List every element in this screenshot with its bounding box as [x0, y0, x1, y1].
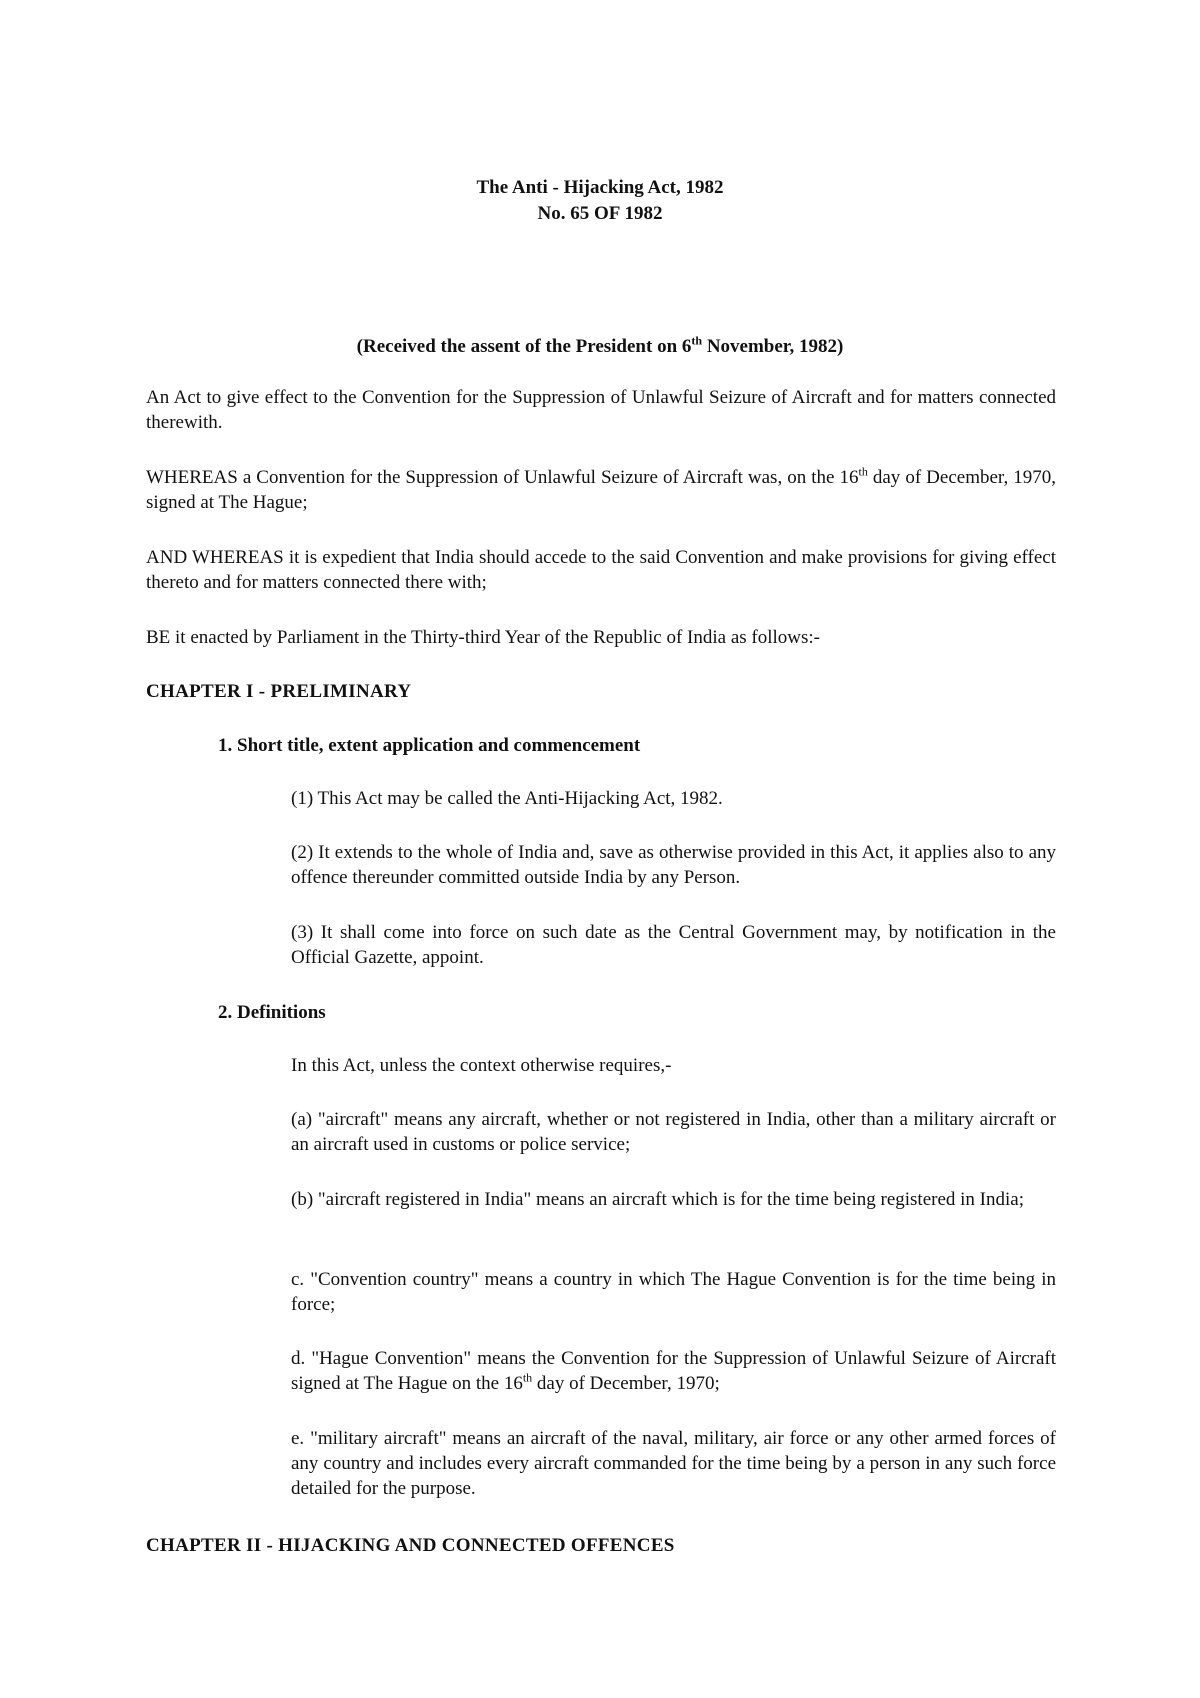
section-2-heading: 2. Definitions	[218, 1002, 326, 1023]
long-title-paragraph: An Act to give effect to the Convention for the Suppression of Unlawful Seizure of Aircraft and for matters connected therewith.	[146, 387, 1056, 433]
whereas-paragraph-2: AND WHEREAS it is expedient that India should accede to the said Convention and make provisions for giving effect thereto and for matters connected there with;	[146, 547, 1056, 593]
definition-b: (b) "aircraft registered in India" means an aircraft which is for the time being registered in India;	[291, 1189, 1024, 1210]
section-1-subsection-2: (2) It extends to the whole of India and, save as otherwise provided in this Act, it applies also to any offence thereunder committed outside India by any Person.	[291, 842, 1056, 888]
assent-text-pre: (Received the assent of the President on 6	[356, 336, 692, 357]
assent-line	[0, 334, 1200, 359]
act-number: No. 65 OF 1982	[537, 203, 663, 224]
section-1-subsection-1: (1) This Act may be called the Anti-Hijacking Act, 1982.	[291, 788, 723, 809]
definition-d-text-pre: d. "Hague Convention" means the Convention for the Suppression of Unlawful Seizure of Aircraft signed at The Hague on the 16	[291, 1348, 1056, 1394]
chapter-1-heading: CHAPTER I - PRELIMINARY	[146, 681, 412, 702]
assent-text-post: November, 1982)	[702, 336, 844, 357]
act-title: The Anti - Hijacking Act, 1982	[476, 177, 724, 198]
definition-e: e. "military aircraft" means an aircraft of the naval, military, air force or any other armed forces of any country and includes every aircraft commanded for the time being by a person in any such force detailed for the purpose.	[291, 1428, 1056, 1499]
definition-d-text-post: day of December, 1970;	[532, 1373, 720, 1394]
definition-c: c. "Convention country" means a country in which The Hague Convention is for the time being in force;	[291, 1269, 1056, 1315]
definition-a: (a) "aircraft" means any aircraft, whether or not registered in India, other than a military aircraft or an aircraft used in customs or police service;	[291, 1109, 1056, 1155]
enactment-paragraph: BE it enacted by Parliament in the Thirty-third Year of the Republic of India as follows:-	[146, 627, 820, 648]
section-1-subsection-3: (3) It shall come into force on such date as the Central Government may, by notification in the Official Gazette, appoint.	[291, 922, 1056, 968]
whereas-1-text-post: day of December, 1970, signed at The Hague;	[146, 467, 1056, 513]
definition-d-superscript: th	[522, 1370, 533, 1385]
whereas-paragraph-1	[146, 465, 1056, 515]
section-2-intro: In this Act, unless the context otherwise requires,-	[291, 1055, 672, 1076]
chapter-2-heading: CHAPTER II - HIJACKING AND CONNECTED OFFENCES	[146, 1535, 675, 1556]
section-1-heading: 1. Short title, extent application and commencement	[218, 735, 641, 756]
whereas-1-text-pre: WHEREAS a Convention for the Suppression of Unlawful Seizure of Aircraft was, on the 16	[146, 467, 859, 488]
whereas-1-superscript: th	[858, 464, 868, 479]
definition-d	[291, 1346, 1056, 1396]
assent-superscript: th	[691, 333, 703, 348]
